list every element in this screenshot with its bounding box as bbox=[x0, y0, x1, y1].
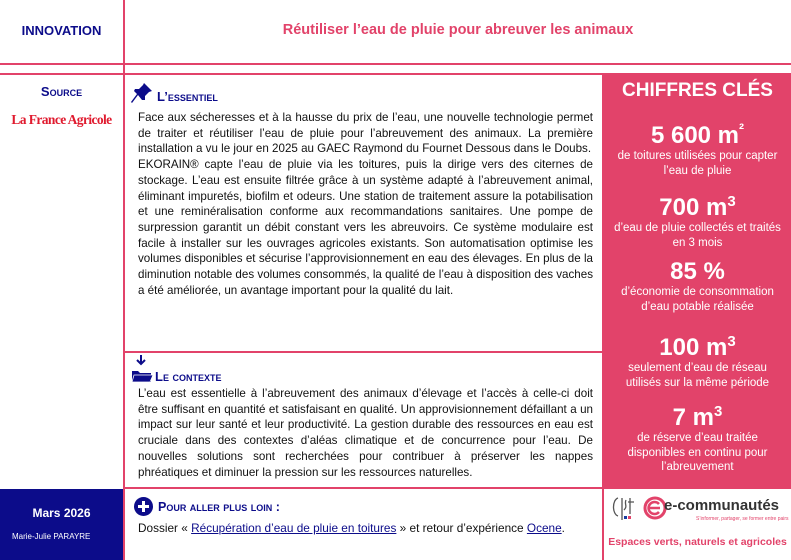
pushpin-icon bbox=[131, 82, 153, 109]
community-name: Espaces verts, naturels et agricoles bbox=[608, 536, 787, 548]
divider bbox=[124, 487, 791, 489]
date-panel bbox=[0, 489, 123, 560]
author: Marie-Julie PARAYRE bbox=[12, 532, 91, 541]
key-figure: 7 $m^3$ de réserve d’eau traitée disponibles en continu pour l’abreuvement bbox=[627, 403, 768, 473]
ocene-link[interactable]: Ocene bbox=[526, 521, 562, 535]
key-figures-title: CHIFFRES CLÉS bbox=[622, 80, 773, 101]
key-figure: 700 $m^3$ d’eau de pluie collectés et traités en 3 mois bbox=[614, 193, 781, 249]
key-figure: 85 % d’économie de consommation d’eau potable réalisée bbox=[621, 258, 774, 313]
key-figure: 5 600 $m^{^2}$ de toitures utilisées pour capter l’eau de pluie bbox=[617, 121, 778, 177]
folder-download-icon bbox=[131, 355, 153, 388]
source-label: Source bbox=[40, 84, 83, 99]
page-title: Réutiliser l’eau de pluie pour abreuver les animaux bbox=[282, 22, 634, 38]
further-reading-text: Dossier « Récupération d’eau de pluie en toitures » et retour d’expérience Ocene. bbox=[138, 521, 565, 535]
paragraph: EKORAIN® capte l’eau de pluie via les toitures, puis la dirige vers des citernes de stockage. L’eau est ensuite filtrée grâce à un système adapté à l’abreuvement animal, éliminant impuretés, biofilm et odeurs. Une station de traitement assure la potabilisation et une reminéralisation conforme aux recommandations sanitaires. Une pompe de surpression garantit un débit constant vers les abreuvoirs. Ce système modulaire est facile à installer sur les ouvrages agricoles existants. Son automatisation optimise les volumes disponibles et sécurise l’approvisionnement en eau des élevages. En plus de la diminution notable des volumes consommés, la qualité de l’eau à disposition des vaches a été améliorée, un avantage important pour la qualité du lait. bbox=[138, 158, 593, 297]
contexte-body: L’eau est essentielle à l’abreuvement des animaux d’élevage et l’accès à celle-ci doit être suffisant en quantité et satisfaisant en qualité. Un approvisionnement défaillant a un impact sur leur santé et leur productivité. La gestion durable des ressources en eau est cruciale dans des contextes d’aléas climatique et de concurrence pour l’eau. De nouvelles solutions sont recherchées pour contribuer à préserver les nappes phréatiques et diminuer la pression sur les ressources naturelles. bbox=[138, 387, 593, 479]
e-communautes-logo: e-communautés bbox=[664, 497, 780, 514]
dossier-link[interactable]: Récupération d’eau de pluie en toitures bbox=[191, 521, 397, 535]
logo-tagline: S’informer, partager, se former entre pairs bbox=[696, 516, 789, 522]
divider bbox=[124, 351, 604, 353]
date: Mars 2026 bbox=[32, 506, 91, 520]
cnfpt-logo bbox=[610, 494, 638, 529]
plus-circle-icon bbox=[134, 497, 153, 521]
divider bbox=[123, 488, 125, 560]
essentiel-heading: L’essentiel bbox=[157, 89, 218, 104]
paragraph: Face aux sécheresses et à la hausse du prix de l’eau, une nouvelle technologie permet de traiter et réutiliser l’eau de pluie pour l’abreuvement des animaux. La première installation a vu le jour en 2025 au GAEC Raymond du Fournet Dessous dans le Doubs. bbox=[138, 111, 593, 156]
further-reading-heading: Pour aller plus loin : bbox=[158, 500, 280, 514]
category-label: INNOVATION bbox=[21, 23, 102, 38]
publication-logo: La France Agricole bbox=[11, 112, 112, 127]
essentiel-body bbox=[138, 110, 593, 298]
contexte-heading: Le contexte bbox=[155, 369, 222, 384]
divider bbox=[0, 63, 791, 65]
key-figure: 100 $m^3$ seulement d’eau de réseau utilisés sur la même période bbox=[625, 333, 770, 389]
